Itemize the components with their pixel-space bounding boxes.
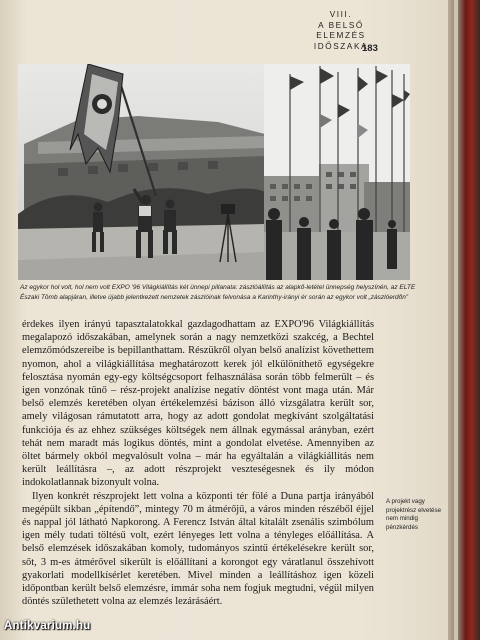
chapter-line: IDŐSZAKA	[313, 41, 369, 51]
photo-flag-raising-construction-site	[18, 64, 265, 280]
chapter-line: ELEMZÉS	[316, 31, 366, 40]
body-paragraph: Ilyen konkrét részprojekt lett volna a központi tér fölé a Duna partja irányából megépült sikban „építendő”, mintegy 70 m átmérőjű, a város minden részéből éjjel és nappal jól látható Napkorong. A Ferencz István által kitalált zsenális szimbólum igen mély tudati töltésű volt, ezért lényeges lett volna a tényleges előállítása. A belső elemzések időszakában komoly, tudományos szintű értékelésekre került sor, sőt, 3 m-es átmérővel sikerült is előállítani a korongot egy váratlanul összehívott gyakorlati modellkísérlet keretében. Mivel minden a leállításhoz igen közeli időpontban került belső elemzésre, immár soha nem fogjuk megtudni, végül milyen döntés születhetett volna az elemzés lezárásáért.	[22, 490, 374, 608]
margin-note: A projekt vagy projektrész elvetése nem mindig pénzkérdés	[386, 498, 442, 531]
chapter-line: A BELSŐ	[318, 20, 364, 30]
book-edge	[448, 0, 480, 640]
page-stack-edge	[454, 0, 458, 640]
page-number: 183	[362, 43, 378, 54]
watermark: Antikvarium.hu	[4, 620, 91, 632]
body-paragraph: érdekes ilyen irányú tapasztalatokkal gazdagodhattam az EXPO'96 Világkiállítás megalapozó időszakában, amelynek során a nagy nemzetközi szakcég, a Bechtel elemzőmódszereibe is bepillanthattam. Részükről olyan belső analízist követhettem nyomon, ahol a világkiállítása meghatározott kerek jól elkülöníthető egységekre felosztása nyomán egy-egy költségcsoport felhasználása során több felmerült – és igen vonzónak tűnő – rész-projekt analízise negatív döntést vont maga után. Már belső elemzés keretében olyan értékelemzési bázison álló vizsgálatra került sor, amely világosan rámutatott arra, hogy az adott gondolat megkívánt szolgáltatási funkciója és az ehhez szükséges költségek nem állnak egymással arányban, ezért tehát nem maradt más logikus döntés, mint a gondolat elvetése. Amennyiben az öltet bármely okból megvalósult volna – már ha egyáltalán a világkiállítás nem került leállításra –, az adott részprojekt veszteségesnek és ily módon indokolatlannak bizonyult volna.	[22, 319, 374, 489]
chapter-line: VIII.	[329, 10, 353, 19]
photo-caption: Az egykor hol volt, hol nem volt EXPO '96 Világkiállítás két ünnepi pillanata: zászlóállítás az alapkő-letétel ünnepség helyszínén, az ELTE Északi Tömb alapjáran, illetve újabb jelentkezett nemzetek zászlóinak felvonása a Karinthy-irányi ér során az egykor volt „zászlóerdőn”	[20, 284, 416, 301]
body-text	[22, 318, 374, 608]
photo-flagpoles-ceremony	[264, 64, 410, 280]
